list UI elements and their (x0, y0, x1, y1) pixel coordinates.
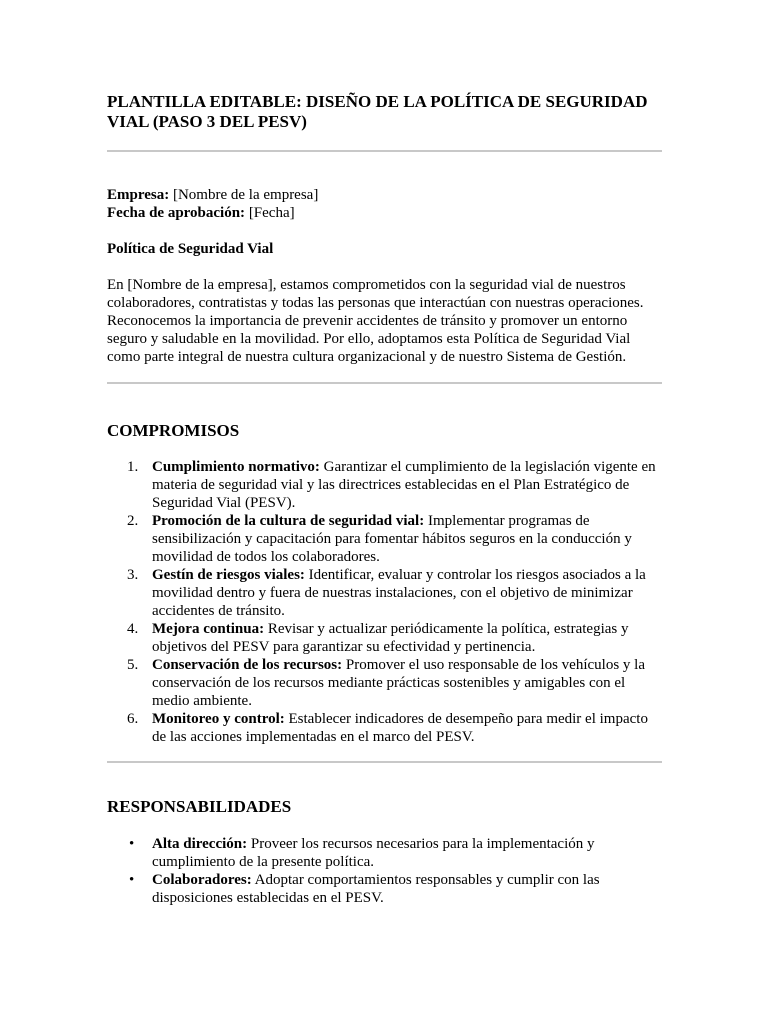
list-item-text: Revisar y actualizar periódicamente la política, estrategias y objetivos del PESV para garantizar su efectividad y pertinencia. (152, 621, 629, 655)
approval-date-line (107, 204, 662, 222)
list-item (107, 566, 662, 620)
document-meta (107, 186, 662, 222)
bullet-icon: • (129, 836, 135, 852)
section-heading-compromisos: COMPROMISOS (107, 421, 240, 440)
list-item (107, 458, 662, 512)
list-item-label: Promoción de la cultura de seguridad vial: (152, 513, 425, 529)
horizontal-divider (107, 382, 662, 384)
list-item (107, 710, 662, 746)
list-item-number: 3. (127, 567, 139, 583)
list-item (107, 620, 662, 656)
horizontal-divider (107, 150, 662, 152)
intro-paragraph: En [Nombre de la empresa], estamos comprometidos con la seguridad vial de nuestros colaboradores, contratistas y todas las personas que interactúan con nuestras operaciones. Reconocemos la importancia de prevenir accidentes de tránsito y promover un entorno seguro y saludable en la movilidad. Por ello, adoptamos esta Política de Seguridad Vial como parte integral de nuestra cultura organizacional y de nuestro Sistema de Gestión. (107, 277, 644, 365)
document-title: PLANTILLA EDITABLE: DISEÑO DE LA POLÍTICA DE SEGURIDAD VIAL (PASO 3 DEL PESV) (107, 92, 648, 131)
list-item-label: Colaboradores: (152, 872, 252, 888)
list-item-text: Implementar programas de sensibilización y capacitación para fomentar hábitos seguros en la conducción y movilidad de todos los colaboradores. (152, 513, 632, 565)
list-item-label: Monitoreo y control: (152, 711, 285, 727)
approval-date-value: [Fecha] (245, 205, 295, 221)
list-item-text: Proveer los recursos necesarios para la implementación y cumplimiento de la presente política. (152, 836, 595, 870)
list-item-number: 4. (127, 621, 139, 637)
list-item-text: Establecer indicadores de desempeño para medir el impacto de las acciones implementadas en el marco del PESV. (152, 711, 648, 745)
horizontal-divider (107, 761, 662, 763)
list-item-number: 6. (127, 711, 139, 727)
list-item-number: 1. (127, 459, 139, 475)
list-item-label: Gestín de riesgos viales: (152, 567, 305, 583)
company-label: Empresa: (107, 187, 170, 203)
list-item (107, 512, 662, 566)
list-item-label: Mejora continua: (152, 621, 265, 637)
company-line (107, 186, 662, 204)
list-item-label: Cumplimiento normativo: (152, 459, 320, 475)
list-item-text: Identificar, evaluar y controlar los riesgos asociados a la movilidad dentro y fuera de nuestras instalaciones, con el objetivo de minimizar accidentes de tránsito. (152, 567, 646, 619)
list-item (107, 656, 662, 710)
list-item-text: Adoptar comportamientos responsables y cumplir con las disposiciones establecidas en el PESV. (152, 872, 600, 906)
list-item-text: Garantizar el cumplimiento de la legislación vigente en materia de seguridad vial y las directrices establecidas en el Plan Estratégico de Seguridad Vial (PESV). (152, 459, 656, 511)
company-value: [Nombre de la empresa] (169, 187, 319, 203)
responsabilidades-list (107, 835, 662, 907)
list-item-number: 5. (127, 657, 139, 673)
list-item-number: 2. (127, 513, 139, 529)
section-heading-responsabilidades: RESPONSABILIDADES (107, 797, 292, 816)
list-item-label: Alta dirección: (152, 836, 248, 852)
compromisos-list (107, 458, 662, 746)
list-item-label: Conservación de los recursos: (152, 657, 343, 673)
list-item (107, 871, 662, 907)
bullet-icon: • (129, 872, 135, 888)
policy-heading: Política de Seguridad Vial (107, 241, 274, 257)
list-item-text: Promover el uso responsable de los vehículos y la conservación de los recursos mediante prácticas sostenibles y amigables con el medio ambiente. (152, 657, 645, 709)
approval-date-label: Fecha de aprobación: (107, 205, 246, 221)
list-item (107, 835, 662, 871)
